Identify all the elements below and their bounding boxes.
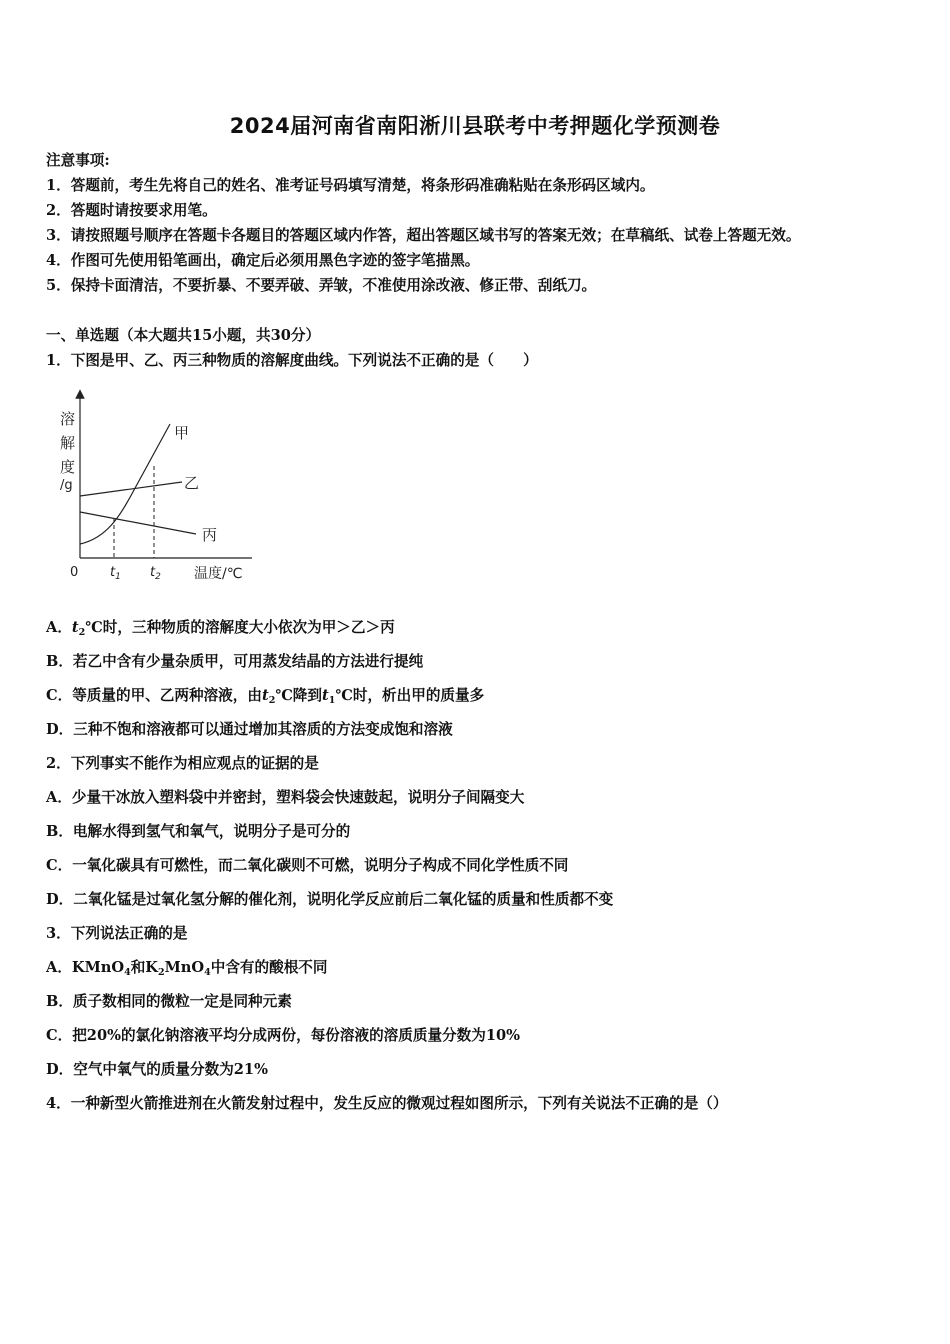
q2-option-c: C．一氧化碳具有可燃性，而二氧化碳则不可燃，说明分子构成不同化学性质不同 bbox=[46, 857, 569, 874]
y-label-2: 解 bbox=[60, 434, 76, 452]
q4-stem: 4．一种新型火箭推进剂在火箭发射过程中，发生反应的微观过程如图所示，下列有关说法不正确的是（） bbox=[46, 1095, 728, 1112]
curve-yi bbox=[80, 482, 182, 496]
x-label: 温度/℃ bbox=[194, 566, 243, 582]
q2-stem: 2．下列事实不能作为相应观点的证据的是 bbox=[46, 755, 319, 772]
notice-item-4: 4．作图可先使用铅笔画出，确定后必须用黑色字迹的签字笔描黑。 bbox=[46, 252, 480, 269]
label-jia: 甲 bbox=[174, 424, 190, 442]
q3-option-b: B．质子数相同的微粒一定是同种元素 bbox=[46, 993, 292, 1010]
q3-option-d: D．空气中氧气的质量分数为21% bbox=[46, 1061, 268, 1078]
q1-stem: 1．下图是甲、乙、丙三种物质的溶解度曲线。下列说法不正确的是（ ） bbox=[46, 352, 538, 369]
y-label-4: /g bbox=[60, 478, 73, 493]
curve-bing bbox=[80, 512, 196, 534]
label-yi: 乙 bbox=[184, 474, 200, 492]
q2-option-a: A．少量干冰放入塑料袋中并密封，塑料袋会快速鼓起，说明分子间隔变大 bbox=[46, 789, 525, 806]
q2-option-b: B．电解水得到氢气和氧气，说明分子是可分的 bbox=[46, 823, 351, 840]
notice-heading: 注意事项: bbox=[46, 152, 110, 169]
t1-label: $t_1$ bbox=[110, 565, 121, 582]
section-heading: 一、单选题（本大题共15小题，共30分） bbox=[46, 327, 321, 344]
q1-option-a: A．$t_2℃$时，三种物质的溶解度大小依次为甲＞乙＞丙 bbox=[46, 619, 395, 638]
q3-option-c: C．把20%的氯化钠溶液平均分成两份，每份溶液的溶质质量分数为10% bbox=[46, 1027, 521, 1044]
t2-label: $t_2$ bbox=[150, 565, 161, 582]
q1-option-d: D．三种不饱和溶液都可以通过增加其溶质的方法变成饱和溶液 bbox=[46, 721, 453, 738]
y-label-1: 溶 bbox=[60, 410, 76, 428]
y-label-3: 度 bbox=[60, 458, 76, 476]
q3-option-a: A．KMnO$_4$和$K_2MnO_4$中含有的酸根不同 bbox=[46, 959, 328, 978]
notice-item-1: 1．答题前，考生先将自己的姓名、准考证号码填写清楚，将条形码准确粘贴在条形码区域内。 bbox=[46, 177, 655, 194]
label-bing: 丙 bbox=[202, 526, 218, 544]
solubility-curve-graph bbox=[52, 388, 264, 588]
origin-label: 0 bbox=[70, 565, 79, 580]
q2-option-d: D．二氧化锰是过氧化氢分解的催化剂，说明化学反应前后二氧化锰的质量和性质都不变 bbox=[46, 891, 614, 908]
exam-title: 2024届河南省南阳淅川县联考中考押题化学预测卷 bbox=[229, 114, 721, 138]
q1-option-c: C．等质量的甲、乙两种溶液，由$t_2℃$降到$t_1℃$时，析出甲的质量多 bbox=[46, 687, 485, 706]
notice-item-5: 5．保持卡面清洁，不要折暴、不要弄破、弄皱，不准使用涂改液、修正带、刮纸刀。 bbox=[46, 277, 597, 294]
notice-item-3: 3．请按照题号顺序在答题卡各题目的答题区域内作答，超出答题区域书写的答案无效；在草稿纸、试卷上答题无效。 bbox=[46, 227, 801, 244]
q1-option-b: B．若乙中含有少量杂质甲，可用蒸发结晶的方法进行提纯 bbox=[46, 653, 424, 670]
notice-item-2: 2．答题时请按要求用笔。 bbox=[46, 202, 217, 219]
q3-stem: 3．下列说法正确的是 bbox=[46, 925, 188, 942]
